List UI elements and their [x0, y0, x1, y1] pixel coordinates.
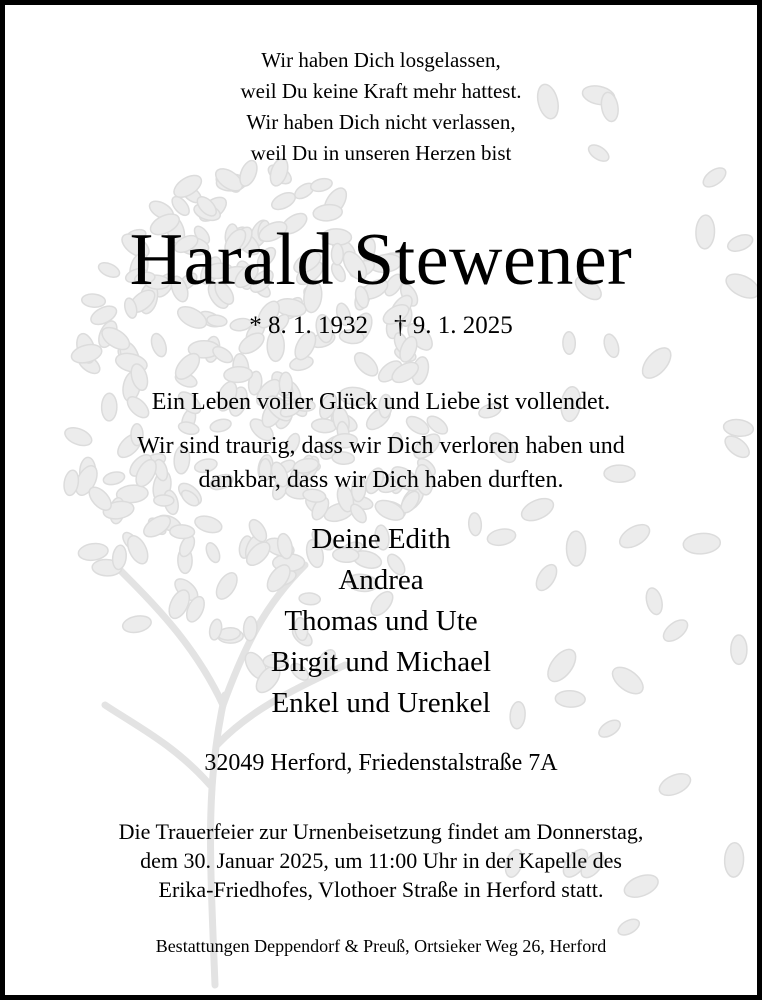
tribute-text	[5, 429, 757, 497]
tribute-line-2: Wir sind traurig, dass wir Dich verloren haben und	[137, 433, 625, 459]
leaf-shape	[269, 189, 298, 213]
family-list	[5, 519, 757, 724]
tribute-line-1: Ein Leben voller Glück und Liebe ist vollendet.	[151, 389, 611, 415]
birth-date: * 8. 1. 1932	[249, 312, 368, 339]
poem-line: Wir haben Dich losgelassen,	[261, 48, 501, 72]
poem-line: weil Du keine Kraft mehr hattest.	[240, 79, 522, 103]
family-member: Thomas und Ute	[284, 605, 478, 637]
leaf-shape	[69, 342, 103, 366]
poem	[5, 45, 757, 169]
service-line: Die Trauerfeier zur Urnenbeisetzung findet am Donnerstag,	[118, 819, 644, 844]
life-dates	[5, 309, 757, 343]
family-member: Andrea	[338, 564, 424, 596]
leaf-shape	[351, 349, 382, 380]
service-info	[5, 817, 757, 904]
family-member: Enkel und Urenkel	[271, 687, 491, 719]
tribute-line-3: dankbar, dass wir Dich haben durften.	[198, 467, 564, 493]
death-date: † 9. 1. 2025	[394, 312, 513, 339]
poem-line: weil Du in unseren Herzen bist	[250, 141, 512, 165]
deceased-name: Harald Stewener	[129, 219, 633, 301]
address: 32049 Herford, Friedenstalstraße 7A	[204, 750, 558, 776]
family-member: Deine Edith	[311, 523, 451, 555]
poem-line: Wir haben Dich nicht verlassen,	[246, 110, 516, 134]
undertaker-info: Bestattungen Deppendorf & Preuß, Ortsieker Weg 26, Herford	[155, 936, 607, 956]
leaf-shape	[637, 343, 676, 383]
family-member: Birgit und Michael	[270, 646, 492, 678]
service-line: dem 30. Januar 2025, um 11:00 Uhr in der Kapelle des	[140, 848, 622, 873]
service-line: Erika-Friedhofes, Vlothoer Straße in Herford statt.	[158, 877, 604, 902]
leaf-shape	[309, 177, 333, 194]
